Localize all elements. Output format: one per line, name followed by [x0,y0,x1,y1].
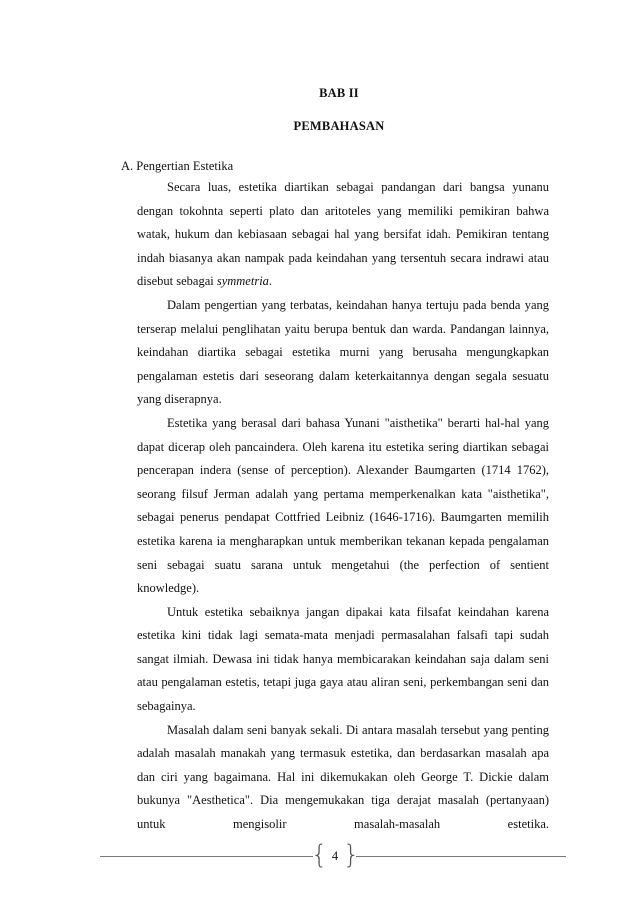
footer-rule-right [356,856,566,857]
paragraph: Estetika yang berasal dari bahasa Yunani "aisthetika" berarti hal-hal yang dapat dicerap oleh pancaindera. Oleh karena itu estetika sering diartikan sebagai pencerapan indera (sense of perception). Alexander Baumgarten (1714 1762), seorang filsuf Jerman adalah yang pertama memperkenalkan kata "aisthetika", sebagai penerus pendapat Cottfried Leibniz (1646-1716). Baumgarten memilih estetika karena ia mengharapkan untuk memberikan tekanan kepada pengalaman seni sebagai suatu sarana untuk mengetahui (the perfection of sentient knowledge). [137,415,549,596]
paragraph-text: Secara luas, estetika diartikan sebagai pandangan dari bangsa yunanu dengan tokohnta seperti plato dan aritoteles yang memiliki pemikiran bahwa watak, hukum dan kebiasaan sebagai hal yang bersifat idah. Pemikiran tentang indah biasanya akan nampak pada keindahan yang tersentuh secara indrawi atau disebut sebagai [137,180,549,289]
body-text [137,176,549,837]
left-brace-icon: { [311,840,328,870]
page-footer [0,842,638,872]
right-brace-icon: } [343,840,360,870]
page-number: 4 [331,849,339,863]
section-heading: A. Pengertian Estetika [121,159,234,173]
paragraph: Dalam pengertian yang terbatas, keindahan hanya tertuju pada benda yang terserap melalui penglihatan yaitu berupa bentuk dan warda. Pandangan lainnya, keindahan diartika sebagai estetika murni yang berusaha mengungkapkan pengalaman estetis dari seseorang dalam keterkaitannya dengan segala sesuatu yang diserapnya. [137,297,549,407]
paragraph: Masalah dalam seni banyak sekali. Di antara masalah tersebut yang penting adalah masalah manakah yang termasuk estetika, dan berdasarkan masalah apa dan ciri yang bagaimana. Hal ini dikemukakan oleh George T. Dickie dalam bukunya "Aesthetica". Dia mengemukakan tiga derajat masalah (pertanyaan) untuk mengisolir masalah-masalah estetika. [137,722,549,832]
paragraph-text: . [268,274,273,289]
footer-rule-left [100,856,313,857]
paragraph: Untuk estetika sebaiknya jangan dipakai kata filsafat keindahan karena estetika kini tidak lagi semata-mata menjadi permasalahan falsafi tapi sudah sangat ilmiah. Dewasa ini tidak hanya membicarakan keindahan saja dalam seni atau pengalaman estetis, tetapi juga gaya atau aliran seni, perkembangan seni dan sebagainya. [137,604,549,714]
chapter-number: BAB II [319,86,359,100]
chapter-title: PEMBAHASAN [293,119,385,133]
paragraph [137,176,549,294]
emphasis-term: symmetria [216,274,269,289]
